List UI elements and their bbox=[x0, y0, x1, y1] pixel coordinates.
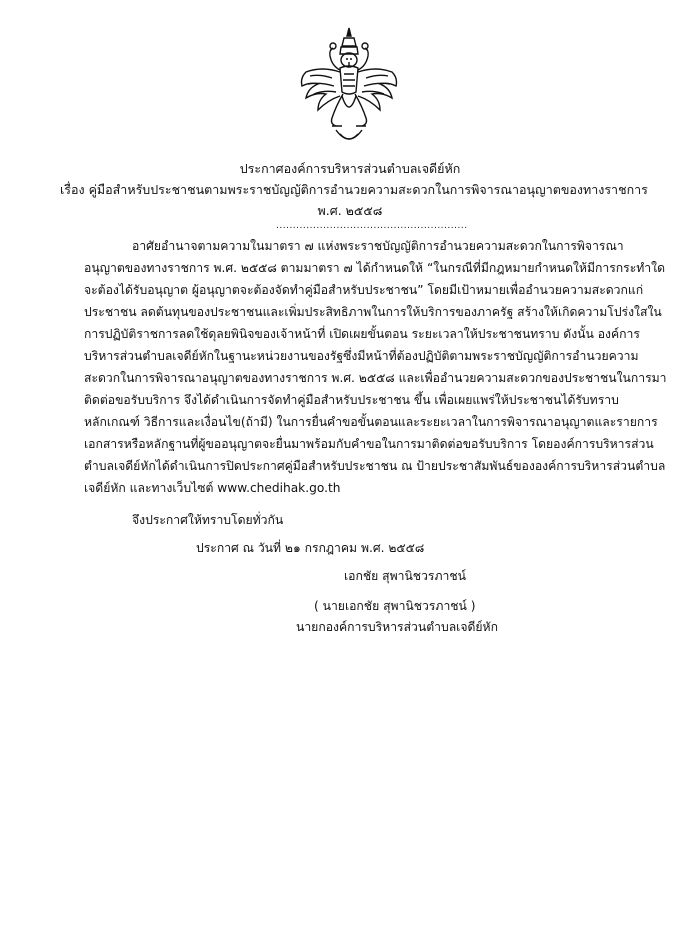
signature-name: เอกชัย สุพานิชวรภาชน์ bbox=[344, 569, 466, 583]
body-line: บริหารส่วนตำบลเจดีย์หักในฐานะหน่วยงานของรัฐซึ่งมีหน้าที่ต้องปฏิบัติตามพระราชบัญญัติการอำนวยความ bbox=[84, 349, 639, 363]
announce-line: จึงประกาศให้ทราบโดยทั่วกัน bbox=[132, 513, 284, 527]
body-line: หลักเกณฑ์ วิธีการและเงื่อนไข(ถ้ามี) ในการยื่นคำขอขั้นตอนและระยะเวลาในการพิจารณาอนุญาตและรายการ bbox=[84, 415, 658, 429]
body-line: ติดต่อขอรับบริการ จึงได้ดำเนินการจัดทำคู่มือสำหรับประชาชน ขึ้น เพื่อเผยแพร่ให้ประชาชนได้รับทราบ bbox=[84, 393, 619, 407]
announcement-date: ประกาศ ณ วันที่ ๒๑ กรกฎาคม พ.ศ. ๒๕๕๘ bbox=[196, 541, 425, 555]
body-line: ประชาชน ลดต้นทุนของประชาชนและเพิ่มประสิทธิภาพในการให้บริการของภาครัฐ สร้างให้เกิดความโปร่งใสใน bbox=[84, 305, 662, 319]
garuda-emblem-icon bbox=[296, 26, 402, 148]
body-line: ตำบลเจดีย์หักได้ดำเนินการปิดประกาศคู่มือสำหรับประชาชน ณ ป้ายประชาสัมพันธ์ขององค์การบริหารส่วนตำบล bbox=[84, 459, 666, 473]
body-line: จะต้องได้รับอนุญาต ผู้อนุญาตจะต้องจัดทำคู่มือสำหรับประชาชน” โดยมีเป้าหมายเพื่ออำนวยความสะดวกแก่ bbox=[84, 283, 644, 297]
announcement-title: ประกาศองค์การบริหารส่วนตำบลเจดีย์หัก bbox=[239, 161, 461, 176]
dotted-separator: ......................................................... bbox=[276, 221, 468, 231]
announcement-subject: เรื่อง คู่มือสำหรับประชาชนตามพระราชบัญญัติการอำนวยความสะดวกในการพิจารณาอนุญาตของทางราชการ bbox=[60, 182, 648, 197]
signatory-position: นายกองค์การบริหารส่วนตำบลเจดีย์หัก bbox=[296, 620, 498, 634]
body-line: เอกสารหรือหลักฐานที่ผู้ขออนุญาตจะยื่นมาพร้อมกับคำขอในการมาติดต่อขอรับบริการ โดยองค์การบริหารส่วน bbox=[84, 437, 654, 451]
announcement-year: พ.ศ. ๒๕๕๘ bbox=[317, 203, 383, 218]
body-line: การปฏิบัติราชการลดใช้ดุลยพินิจของเจ้าหน้าที่ เปิดเผยขั้นตอน ระยะเวลาให้ประชาชนทราบ ดังนั้น องค์การ bbox=[84, 327, 640, 341]
body-line: อนุญาตของทางราชการ พ.ศ. ๒๕๕๘ ตามมาตรา ๗ ได้กำหนดให้ “ในกรณีที่มีกฎหมายกำหนดให้มีการกระทำใด bbox=[84, 261, 665, 275]
body-line: อาศัยอำนาจตามความในมาตรา ๗ แห่งพระราชบัญญัติการอำนวยความสะดวกในการพิจารณา bbox=[132, 239, 624, 253]
signatory-full-name: ( นายเอกชัย สุพานิชวรภาชน์ ) bbox=[314, 599, 476, 613]
body-line: สะดวกในการพิจารณาอนุญาตของทางราชการ พ.ศ. ๒๕๕๘ และเพื่ออำนวยความสะดวกของประชาชนในการมา bbox=[84, 371, 667, 385]
body-line: เจดีย์หัก และทางเว็บไซต์ www.chedihak.go.th bbox=[84, 481, 341, 495]
